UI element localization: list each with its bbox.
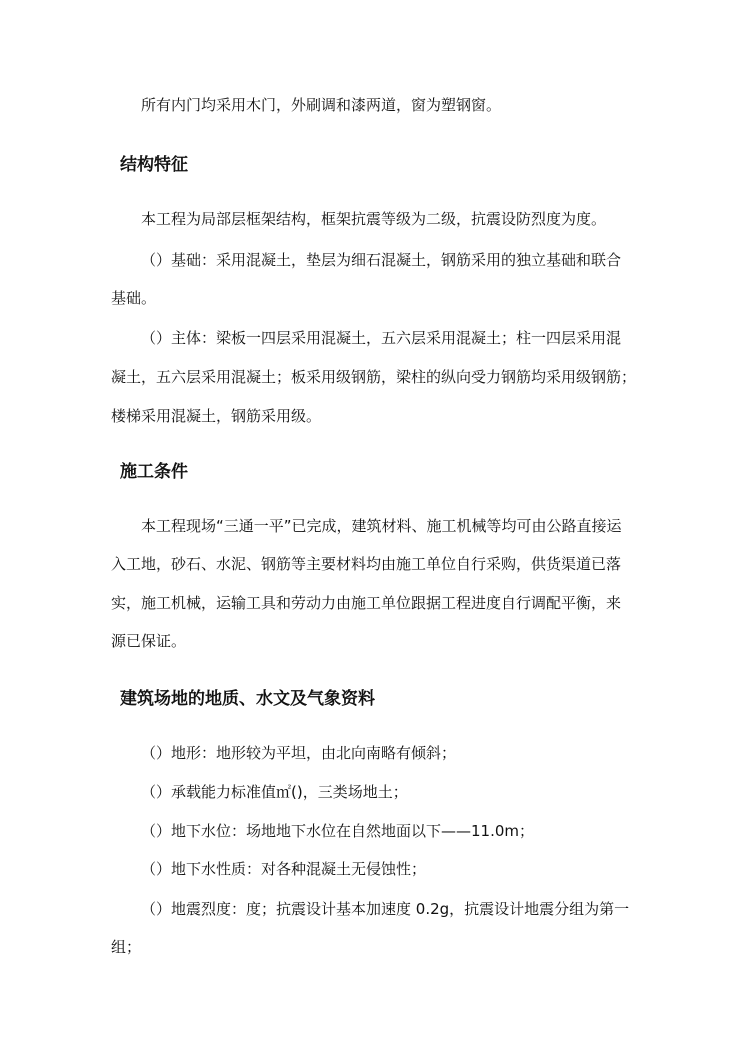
seismic-item-line-1: （）地震烈度：度；抗震设计基本加速度 0.2g，抗震设计地震分组为第一 <box>141 900 630 918</box>
foundation-line-2: 基础。 <box>111 289 157 307</box>
conditions-line-3: 实，施工机械，运输工具和劳动力由施工单位跟据工程进度自行调配平衡，来 <box>111 594 622 612</box>
conditions-line-2: 入工地，砂石、水泥、钢筋等主要材料均由施工单位自行采购，供货渠道已落 <box>111 555 622 573</box>
structure-paragraph-1: 本工程为局部层框架结构，框架抗震等级为二级，抗震设防烈度为度。 <box>141 210 607 228</box>
intro-paragraph: 所有内门均采用木门，外刷调和漆两道，窗为塑钢窗。 <box>141 96 502 114</box>
terrain-item: （）地形：地形较为平坦，由北向南略有倾斜； <box>141 744 457 762</box>
conditions-line-4: 源已保证。 <box>111 632 187 650</box>
bearing-capacity-item: （）承载能力标准值㎡()，三类场地土； <box>141 783 408 801</box>
seismic-item-line-2: 组； <box>111 938 142 956</box>
heading-construction-conditions: 施工条件 <box>120 462 188 482</box>
main-body-line-1: （）主体：梁板一四层采用混凝土，五六层采用混凝土；柱一四层采用混 <box>141 329 622 347</box>
main-body-line-2: 凝土，五六层采用混凝土；板采用级钢筋，梁柱的纵向受力钢筋均采用级钢筋； <box>111 368 637 386</box>
conditions-line-1: 本工程现场“三通一平”已完成，建筑材料、施工机械等均可由公路直接运 <box>141 517 622 535</box>
main-body-line-3: 楼梯采用混凝土，钢筋采用级。 <box>111 407 322 425</box>
foundation-line-1: （）基础：采用混凝土，垫层为细石混凝土，钢筋采用的独立基础和联合 <box>141 251 622 269</box>
groundwater-level-item: （）地下水位：场地地下水位在自然地面以下——11.0m； <box>141 822 535 840</box>
heading-structure: 结构特征 <box>120 155 188 175</box>
groundwater-property-item: （）地下水性质：对各种混凝土无侵蚀性； <box>141 860 427 878</box>
heading-site-data: 建筑场地的地质、水文及气象资料 <box>120 689 375 709</box>
